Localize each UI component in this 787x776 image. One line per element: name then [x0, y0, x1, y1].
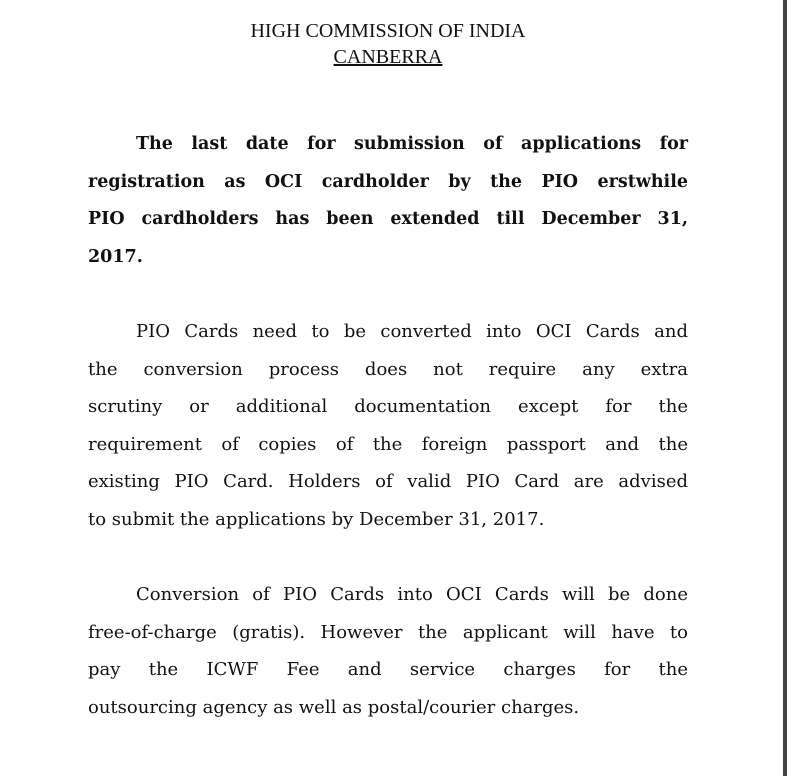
organization-title: HIGH COMMISSION OF INDIA: [250, 20, 526, 42]
paragraph-conversion: [88, 313, 688, 539]
city-title: CANBERRA: [333, 46, 443, 68]
text-line: free-of-charge (gratis). However the applicant will have to: [88, 621, 688, 643]
paragraph-deadline: [88, 126, 688, 276]
text-line: Conversion of PIO Cards into OCI Cards will be done: [136, 584, 688, 605]
text-line: scrutiny or additional documentation except for the: [88, 396, 688, 418]
text-line: The last date for submission of applications for: [136, 134, 688, 154]
text-line: requirement of copies of the foreign passport and the: [88, 433, 688, 455]
text-line: registration as OCI cardholder by the PIO erstwhile: [88, 171, 688, 192]
text-line: outsourcing agency as well as postal/courier charges.: [88, 696, 580, 718]
text-line: to submit the applications by December 31, 2017.: [88, 508, 545, 530]
text-line: 2017.: [88, 246, 143, 267]
text-line: PIO cardholders has been extended till December 31,: [88, 209, 688, 230]
page-edge: [783, 0, 787, 776]
text-line: pay the ICWF Fee and service charges for the: [88, 659, 688, 681]
text-line: the conversion process does not require any extra: [88, 358, 688, 380]
text-line: existing PIO Card. Holders of valid PIO Card are advised: [88, 471, 688, 493]
text-line: PIO Cards need to be converted into OCI Cards and: [136, 321, 688, 342]
paragraph-fees: [88, 576, 688, 726]
